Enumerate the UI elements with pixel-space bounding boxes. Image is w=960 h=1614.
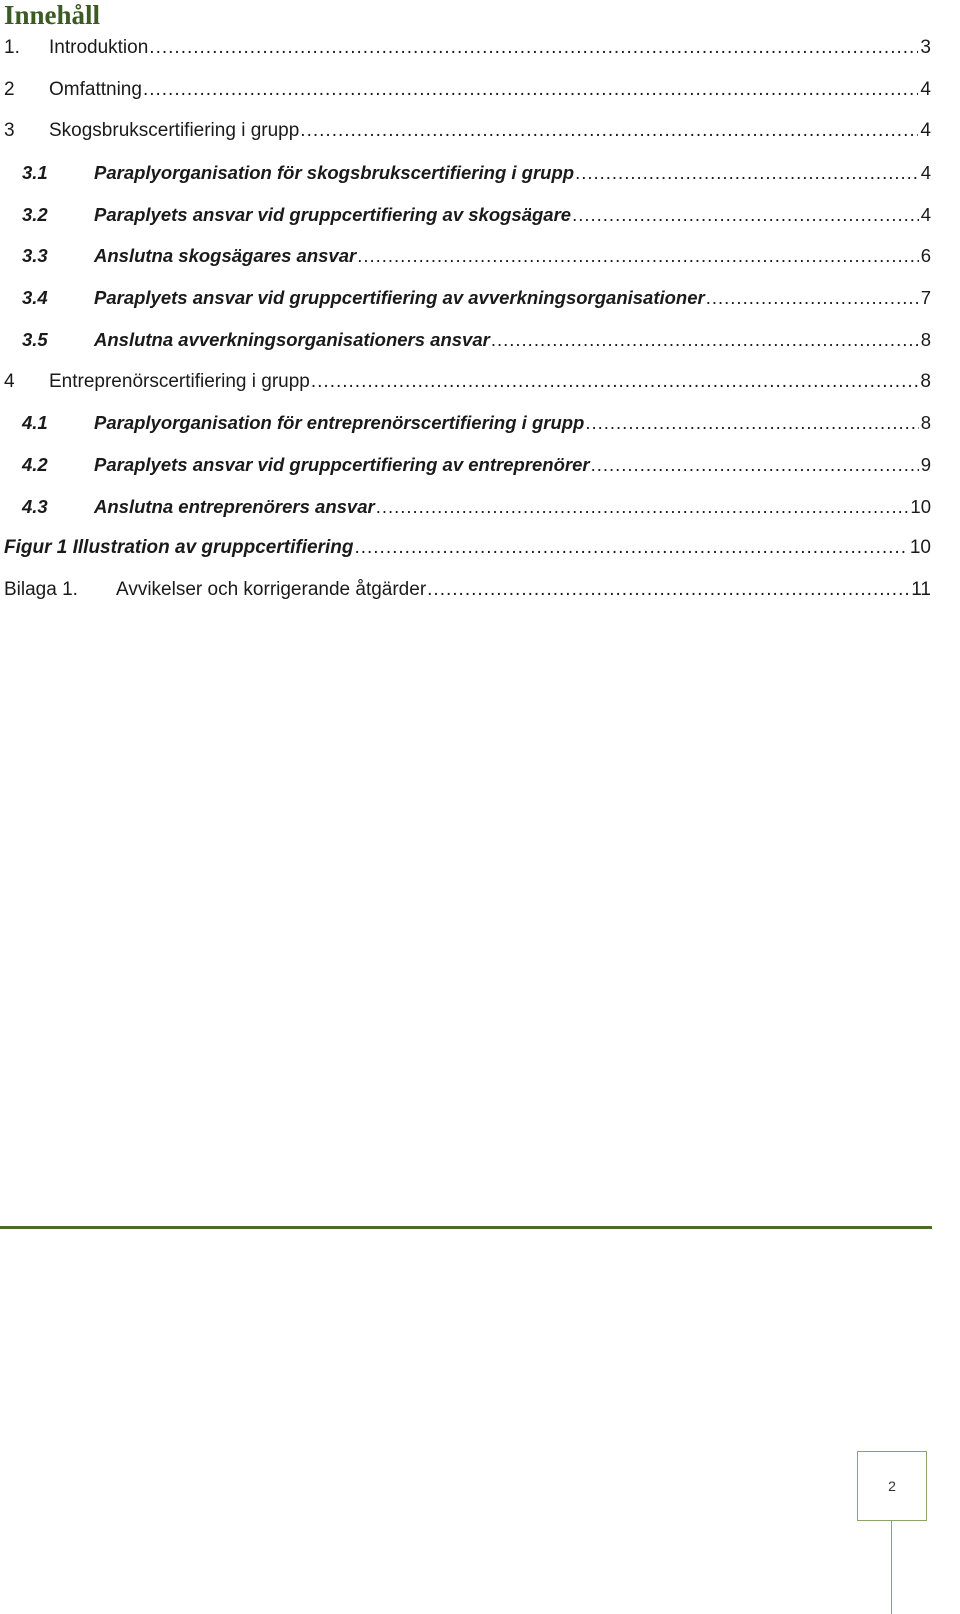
toc-entry-figur-1[interactable] [4,535,931,561]
toc-entry-text: Paraplyets ansvar vid gruppcertifiering av avverkningsorganisationer [94,287,705,308]
toc-entry-text: Paraplyets ansvar vid gruppcertifiering av entreprenörer [94,454,590,475]
toc-entry-number: Bilaga 1. [4,579,78,600]
toc-entry-text: Anslutna entreprenörers ansvar [94,496,375,517]
toc-leader-dots [376,494,909,520]
toc-leader-dots [354,535,907,561]
page-number-box [857,1451,927,1521]
toc-entry-text: Omfattning [49,79,142,100]
toc-entry-3-3[interactable] [22,243,931,269]
toc-leader-dots [572,202,919,228]
toc-title: Innehåll [4,0,101,30]
toc-leader-dots [585,410,918,436]
toc-leader-dots [311,369,919,395]
toc-entry-3-4[interactable] [22,285,931,311]
toc-entry-text: Skogsbrukscertifiering i grupp [49,120,300,141]
toc-leader-dots [491,327,919,353]
toc-entry-omfattning[interactable] [4,77,931,103]
toc-entry-page: 6 [920,245,931,266]
toc-entry-bilaga-1[interactable] [4,577,931,603]
toc-entry-page: 8 [920,371,931,392]
toc-entry-page: 11 [911,579,931,600]
toc-leader-dots [357,243,919,269]
toc-entry-page: 3 [920,37,931,58]
toc-entry-text: Introduktion [49,37,149,58]
footer-rule [0,1226,932,1229]
toc-entry-3-5[interactable] [22,327,931,353]
toc-entry-page: 7 [920,287,931,308]
toc-leader-dots [143,77,918,103]
toc-leader-dots [427,577,909,603]
toc-entry-text: Paraplyorganisation för entreprenörscertifiering i grupp [94,412,585,433]
toc-entry-introduktion[interactable] [4,35,931,61]
toc-entry-text: Entreprenörscertifiering i grupp [49,371,310,392]
toc-entry-number: 3 [4,120,15,141]
toc-entry-text: Paraplyorganisation för skogsbrukscertifiering i grupp [94,162,575,183]
page-number-box-stem [891,1521,892,1614]
toc-entry-number: 1. [4,37,20,58]
toc-entry-4-1[interactable] [22,410,931,436]
toc-entry-number: 3.1 [22,162,48,183]
toc-entry-text: Figur 1 Illustration av gruppcertifiering [4,537,354,558]
toc-entry-number: 3.2 [22,204,48,225]
toc-entry-number: 3.5 [22,329,48,350]
toc-entry-3-2[interactable] [22,202,931,228]
toc-leader-dots [575,160,919,186]
toc-leader-dots [591,452,919,478]
toc-entry-number: 3.3 [22,245,48,266]
toc-entry-4-3[interactable] [22,494,931,520]
toc-entry-page: 9 [920,454,931,475]
page-number: 2 [888,1478,896,1494]
toc-entry-number: 4.2 [22,454,48,475]
toc-entry-4-2[interactable] [22,452,931,478]
toc-entry-3-1[interactable] [22,160,931,186]
toc-entry-text: Paraplyets ansvar vid gruppcertifiering av skogsägare [94,204,572,225]
toc-leader-dots [300,118,918,144]
toc-entry-number: 4.1 [22,412,48,433]
toc-entry-page: 10 [909,537,931,558]
toc-entry-skogsbrukscertifiering[interactable] [4,118,931,144]
toc-entry-page: 8 [920,412,931,433]
toc-entry-number: 4.3 [22,496,48,517]
toc-entry-page: 8 [920,329,931,350]
toc-leader-dots [149,35,918,61]
toc-entry-number: 3.4 [22,287,48,308]
toc-entry-text: Avvikelser och korrigerande åtgärder [116,579,427,600]
toc-entry-number: 4 [4,371,15,392]
toc-entry-number: 2 [4,79,15,100]
toc-leader-dots [706,285,919,311]
toc-entry-page: 4 [920,162,931,183]
toc-entry-text: Anslutna skogsägares ansvar [94,245,357,266]
toc-entry-entreprenorscertifiering[interactable] [4,369,931,395]
toc-entry-page: 4 [920,204,931,225]
toc-entry-page: 4 [920,120,931,141]
toc-entry-page: 10 [910,496,931,517]
toc-entry-text: Anslutna avverkningsorganisationers ansvar [94,329,490,350]
toc-entry-page: 4 [920,79,931,100]
